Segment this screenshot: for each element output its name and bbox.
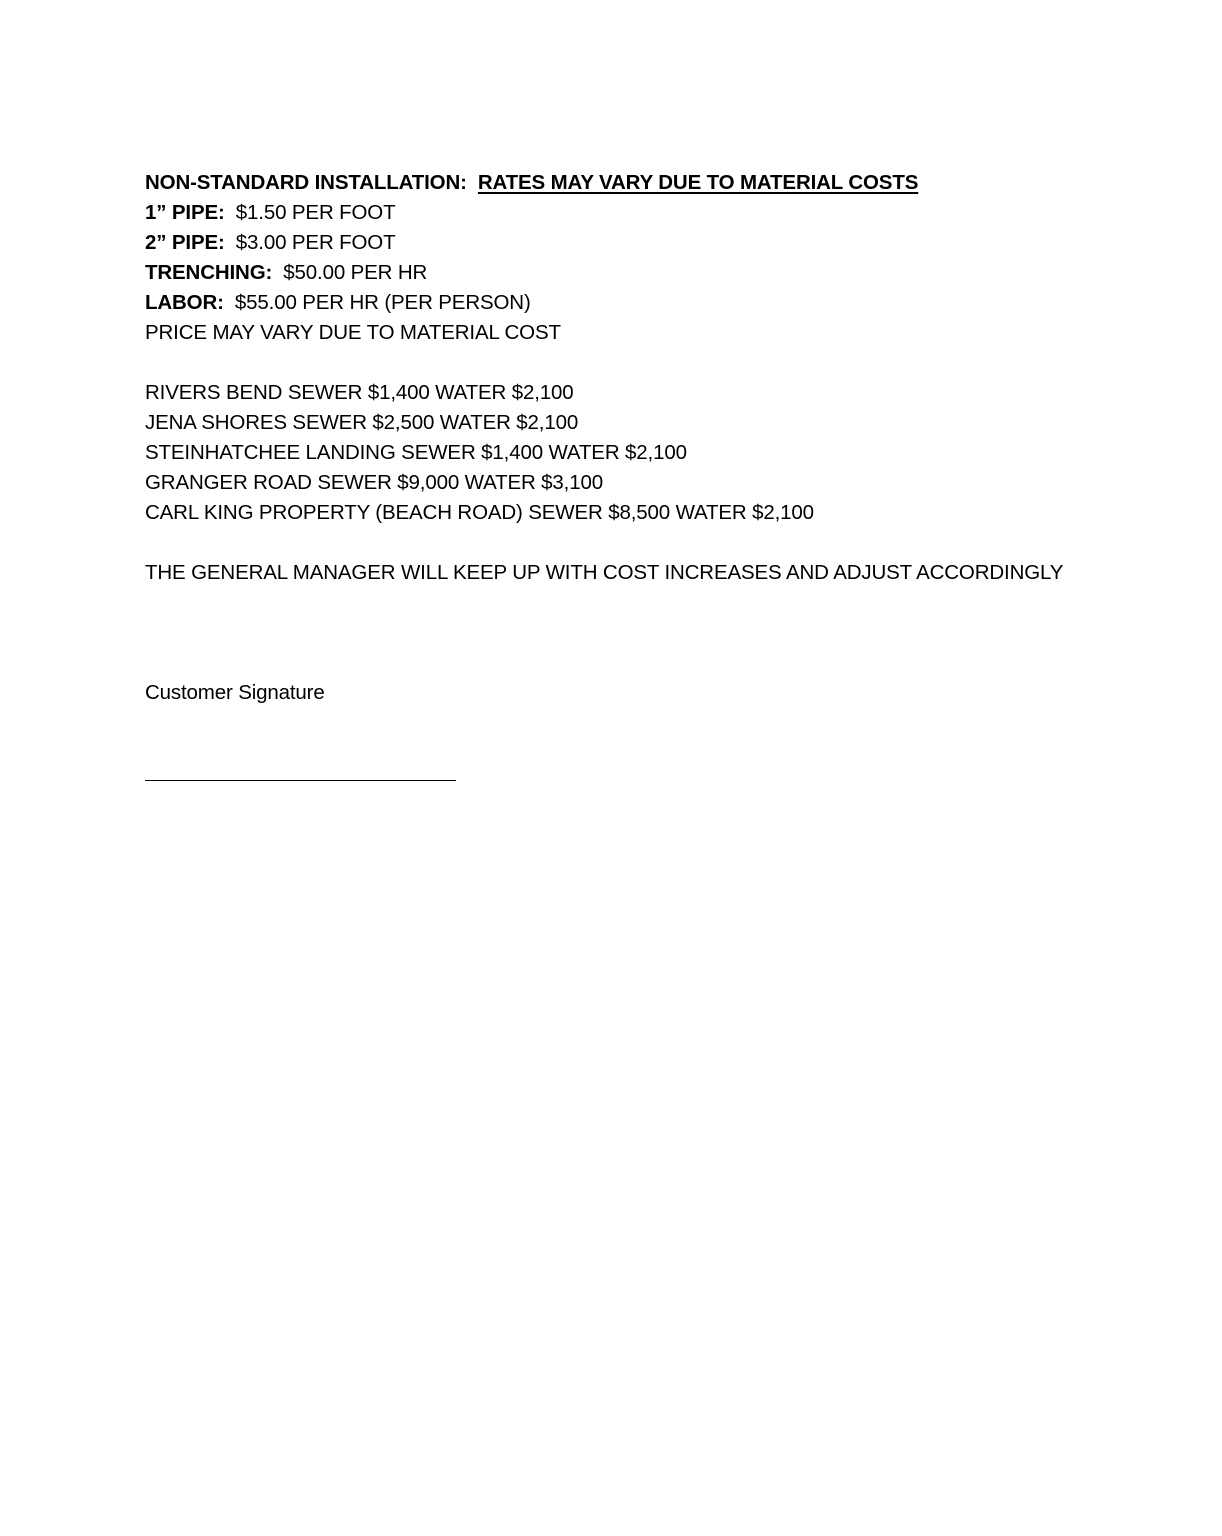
rate-value: $50.00 PER HR [283, 261, 428, 284]
price-note: PRICE MAY VARY DUE TO MATERIAL COST [145, 321, 561, 344]
spacer [145, 708, 1145, 768]
signature-line[interactable] [145, 780, 456, 781]
spacer [145, 588, 1145, 678]
location-line: STEINHATCHEE LANDING SEWER $1,400 WATER $2,100 [145, 441, 687, 464]
location-line: RIVERS BEND SEWER $1,400 WATER $2,100 [145, 381, 574, 404]
spacer [145, 528, 1145, 558]
rate-line-2in-pipe [145, 228, 1145, 258]
rate-line-trenching [145, 258, 1145, 288]
location-line: JENA SHORES SEWER $2,500 WATER $2,100 [145, 411, 579, 434]
rate-value: $1.50 PER FOOT [235, 201, 396, 224]
installation-heading-label: NON-STANDARD INSTALLATION: [145, 171, 467, 194]
manager-note: THE GENERAL MANAGER WILL KEEP UP WITH COST INCREASES AND ADJUST ACCORDINGLY [145, 561, 1064, 584]
rate-label: 1” PIPE: [145, 201, 225, 224]
rate-label: LABOR: [145, 291, 224, 314]
rate-label: TRENCHING: [145, 261, 273, 284]
location-line: CARL KING PROPERTY (BEACH ROAD) SEWER $8,500 WATER $2,100 [145, 501, 814, 524]
document-body [145, 168, 1145, 781]
rate-value: $3.00 PER FOOT [235, 231, 396, 254]
rates-vary-note: RATES MAY VARY DUE TO MATERIAL COSTS [477, 171, 919, 194]
rate-value: $55.00 PER HR (PER PERSON) [234, 291, 531, 314]
rate-line-labor [145, 288, 1145, 318]
signature-label: Customer Signature [145, 681, 325, 704]
spacer [145, 348, 1145, 378]
rate-line-1in-pipe [145, 198, 1145, 228]
location-line: GRANGER ROAD SEWER $9,000 WATER $3,100 [145, 471, 603, 494]
installation-heading [145, 168, 1145, 198]
rate-label: 2” PIPE: [145, 231, 225, 254]
